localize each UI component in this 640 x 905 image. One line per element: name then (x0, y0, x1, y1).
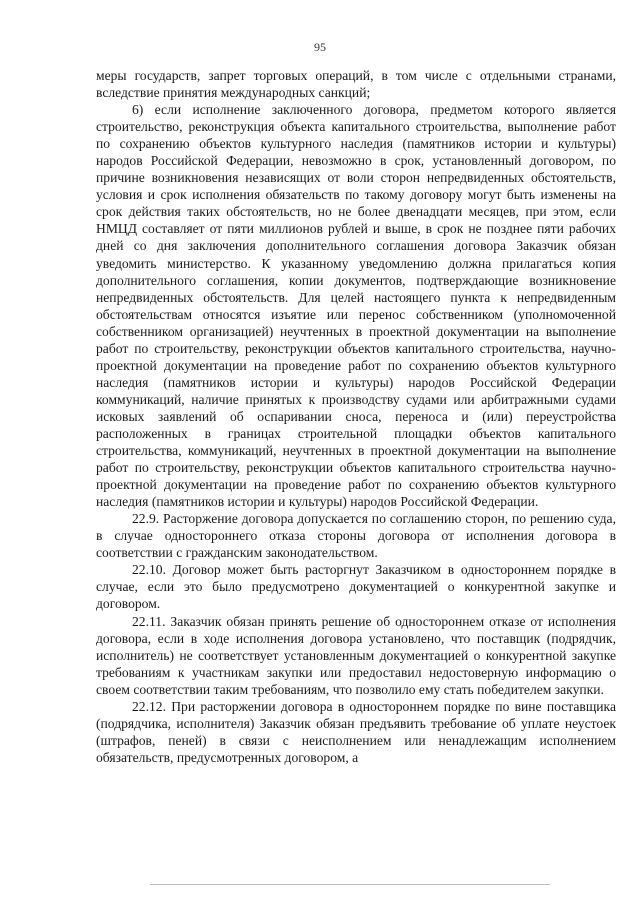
paragraph-22-12: 22.12. При расторжении договора в одностороннем порядке по вине поставщика (подрядчика, исполнителя) Заказчик обязан предъявить требование об уплате неустоек (штрафов, пеней) в связи с неисполнением или ненадлежащим исполнением обязательств, предусмотренных договором, а (96, 698, 616, 765)
paragraph-22-11: 22.11. Заказчик обязан принять решение об одностороннем отказе от исполнения договора, если в ходе исполнения договора установлено, что поставщик (подрядчик, исполнитель) не соответствует установленным документацией о конкурентной закупке требованиям к участникам закупки или предоставил недостоверную информацию о своем соответствии таким требованиям, что позволило ему стать победителем закупки. (96, 613, 616, 697)
paragraph-item-6: 6) если исполнение заключенного договора, предметом которого является строительство, реконструкция объекта капитального строительства, выполнение работ по сохранению объектов культурного наследия (памятников истории и культуры) народов Российской Федерации, невозможно в срок, установленный договором, по причине возникновения независящих от воли сторон непредвиденных обстоятельств, условия и срок исполнения обязательств по такому договору могут быть изменены на срок действия таких обстоятельств, но не более двенадцати месяцев, при этом, если НМЦД составляет от пяти миллионов рублей и выше, в срок не позднее пяти рабочих дней со дня заключения дополнительного соглашения договора Заказчик обязан уведомить министерство. К указанному уведомлению должна прилагаться копия дополнительного соглашения, копии документов, подтверждающие возникновение непредвиденных обстоятельств. Для целей настоящего пункта к непредвиденным обстоятельствам относятся изъятие или перенос собственником (уполномоченной собственником организацией) неучтенных в проектной документации на выполнение работ по строительству, реконструкции объектов капитального строительства, научно-проектной документации на проведение работ по сохранению объектов культурного наследия (памятников истории и культуры) народов Российской Федерации коммуникаций, наличие принятых к производству судами или арбитражными судами исковых заявлений об оспаривании сноса, переноса и (или) переустройства расположенных в границах строительной площадки объектов капитального строительства, коммуникаций, неучтенных в проектной документации на выполнение работ по строительству, реконструкции объектов капитального строительства научно-проектной документации на проведение работ по сохранению объектов культурного наследия (памятников истории и культуры) народов Российской Федерации. (96, 102, 616, 510)
bottom-divider (150, 884, 550, 885)
paragraph-22-9: 22.9. Расторжение договора допускается по соглашению сторон, по решению суда, в случае одностороннего отказа стороны договора от исполнения договора в соответствии с гражданским законодательством. (96, 511, 616, 561)
paragraph-22-10: 22.10. Договор может быть расторгнут Заказчиком в одностороннем порядке в случае, если это было предусмотрено документацией о конкурентной закупке и договором. (96, 562, 616, 612)
body-text (96, 67, 616, 766)
page-number: 95 (314, 40, 326, 54)
paragraph-continuation: меры государств, запрет торговых операций, в том числе с отдельными странами, вследствие принятия международных санкций; (96, 68, 616, 101)
